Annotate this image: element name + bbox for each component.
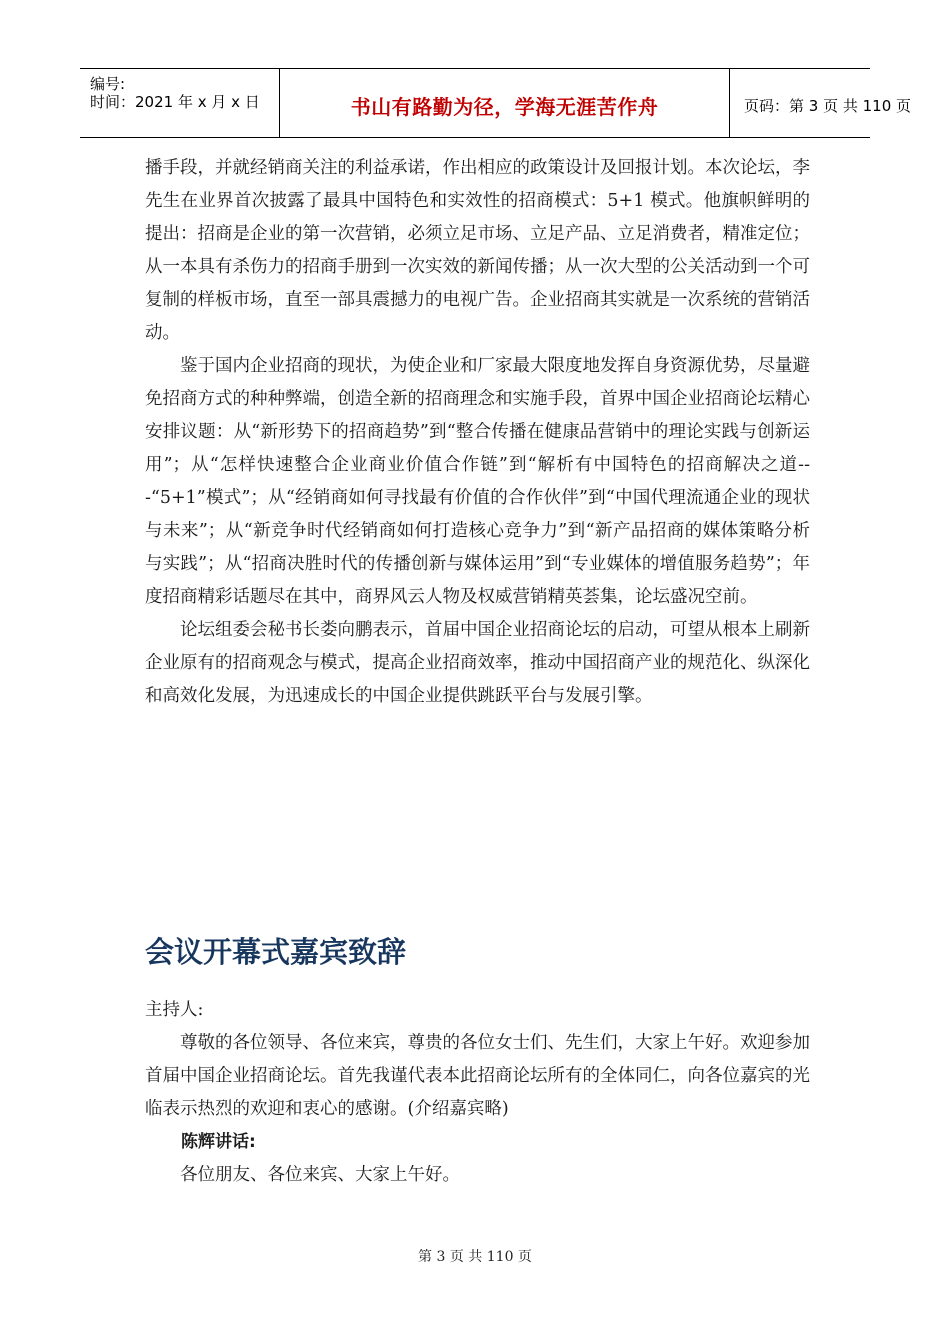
header-motto-cell — [280, 69, 730, 137]
host-speech: 尊敬的各位领导、各位来宾，尊贵的各位女士们、先生们，大家上午好。欢迎参加首届中国企业招商论坛。首先我谨代表本此招商论坛所有的全体同仁，向各位嘉宾的光临表示热烈的欢迎和衷心的感谢。(介绍嘉宾略) — [145, 1033, 810, 1119]
host-label: 主持人: — [145, 1000, 204, 1020]
page-footer: 第 3 页 共 110 页 — [418, 1249, 532, 1265]
body-section-1 — [145, 152, 810, 713]
document-header — [80, 68, 912, 138]
section-heading: 会议开幕式嘉宾致辞 — [145, 935, 407, 969]
paragraph-2: 鉴于国内企业招商的现状，为使企业和厂家最大限度地发挥自身资源优势，尽量避免招商方式的种种弊端，创造全新的招商理念和实施手段，首界中国企业招商论坛精心安排议题：从“新形势下的招商趋势”到“整合传播在健康品营销中的理论实践与创新运用”；从“怎样快速整合企业商业价值合作链”到“解析有中国特色的招商解决之道---“5+1”模式”；从“经销商如何寻找最有价值的合作伙伴”到“中国代理流通企业的现状与未来”；从“新竞争时代经销商如何打造核心竞争力”到“新产品招商的媒体策略分析与实践”；从“招商决胜时代的传播创新与媒体运用”到“专业媒体的增值服务趋势”；年度招商精彩话题尽在其中，商界风云人物及权威营销精英荟集，论坛盛况空前。 — [145, 356, 810, 607]
header-page-cell — [730, 69, 912, 137]
header-page-number: 页码：第 3 页 共 110 页 — [744, 97, 912, 115]
doc-code-label: 编号: — [90, 75, 126, 93]
header-motto: 书山有路勤为径，学海无涯苦作舟 — [350, 95, 659, 119]
header-meta-cell — [80, 69, 280, 137]
speaker-label: 陈辉讲话: — [181, 1132, 256, 1152]
paragraph-3: 论坛组委会秘书长娄向鹏表示，首届中国企业招商论坛的启动，可望从根本上刷新企业原有的招商观念与模式，提高企业招商效率，推动中国招商产业的规范化、纵深化和高效化发展，为迅速成长的中国企业提供跳跃平台与发展引擎。 — [145, 620, 810, 706]
speaker-line: 各位朋友、各位来宾、大家上午好。 — [180, 1165, 460, 1185]
paragraph-1: 播手段，并就经销商关注的利益承诺，作出相应的政策设计及回报计划。本次论坛，李先生在业界首次披露了最具中国特色和实效性的招商模式：5+1 模式。他旗帜鲜明的提出：招商是企业的第一次营销，必须立足市场、立足产品、立足消费者，精准定位；从一本具有杀伤力的招商手册到一次实效的新闻传播；从一次大型的公关活动到一个可复制的样板市场，直至一部具震撼力的电视广告。企业招商其实就是一次系统的营销活动。 — [145, 158, 810, 343]
doc-date: 时间：2021 年 x 月 x 日 — [90, 93, 260, 111]
body-section-2 — [145, 994, 810, 1192]
